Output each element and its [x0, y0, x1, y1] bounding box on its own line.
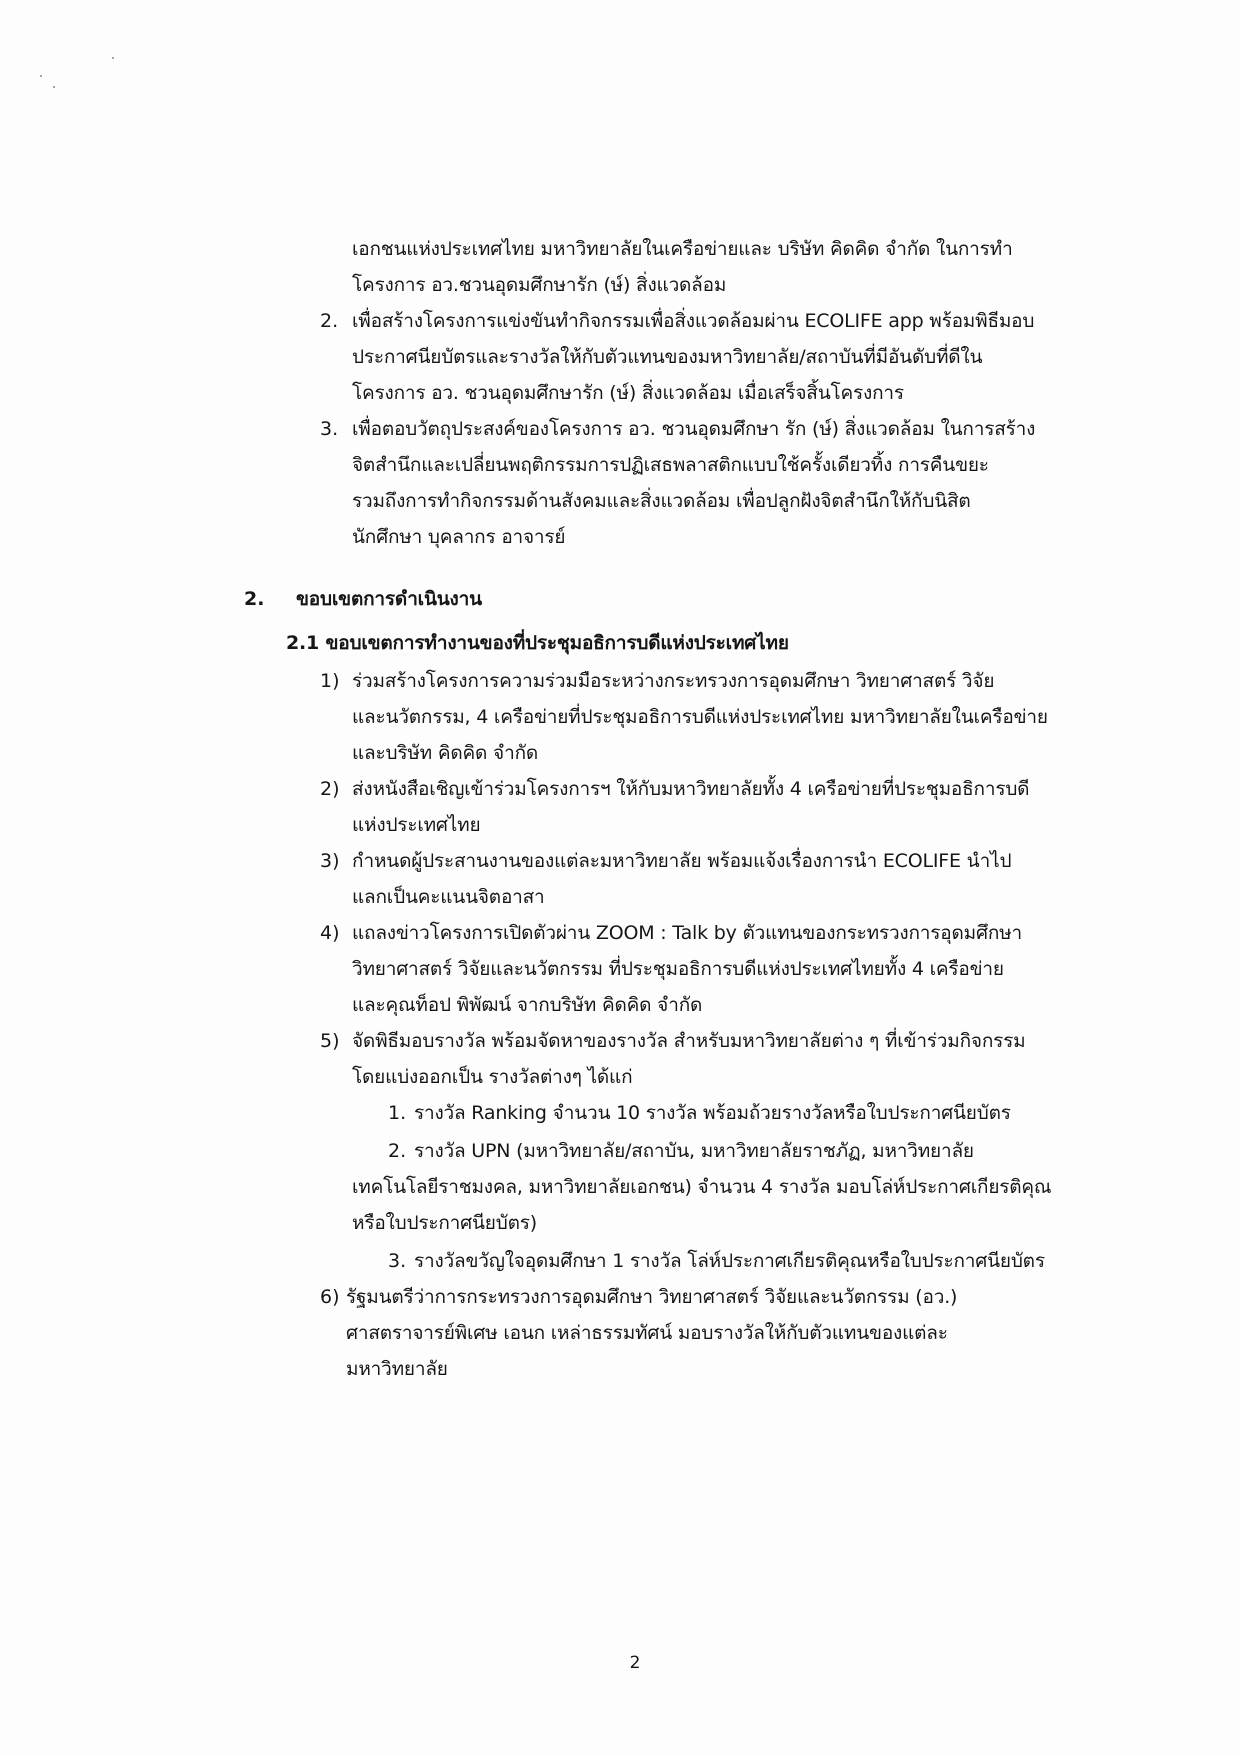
intro-line: เอกชนแห่งประเทศไทย มหาวิทยาลัยในเครือข่ายและ บริษัท คิดคิด จำกัด ในการทำ: [352, 238, 1013, 260]
scope-item-line: แถลงข่าวโครงการเปิดตัวผ่าน ZOOM : Talk by ตัวแทนของกระทรวงการอุดมศึกษา: [352, 922, 1022, 944]
objective-number: 2.: [320, 310, 339, 332]
scope-item-line: แห่งประเทศไทย: [352, 814, 481, 836]
scope-item-number: 4): [320, 922, 340, 944]
scope-item-line: และบริษัท คิดคิด จำกัด: [352, 742, 539, 764]
award-line: หรือใบประกาศนียบัตร): [352, 1212, 537, 1234]
award-number: 3.: [388, 1250, 407, 1272]
objective-line: เพื่อตอบวัตถุประสงค์ของโครงการ อว. ชวนอุดมศึกษา รัก (ษ์) สิ่งแวดล้อม ในการสร้าง: [352, 418, 1036, 440]
award-number: 1.: [388, 1102, 407, 1124]
objective-line: โครงการ อว. ชวนอุดมศึกษารัก (ษ์) สิ่งแวดล้อม เมื่อเสร็จสิ้นโครงการ: [352, 382, 904, 404]
section-title: ขอบเขตการดำเนินงาน: [296, 588, 482, 610]
award-line: รางวัล Ranking จำนวน 10 รางวัล พร้อมถ้วยรางวัลหรือใบประกาศนียบัตร: [414, 1102, 1011, 1124]
objective-line: จิตสำนึกและเปลี่ยนพฤติกรรมการปฏิเสธพลาสติกแบบใช้ครั้งเดียวทิ้ง การคืนขยะ: [352, 454, 989, 476]
scan-speck: [40, 75, 42, 77]
scope-item-number: 5): [320, 1030, 340, 1052]
scope-item-number: 1): [320, 670, 340, 692]
scope-item-line: รัฐมนตรีว่าการกระทรวงการอุดมศึกษา วิทยาศาสตร์ วิจัยและนวัตกรรม (อว.): [346, 1286, 958, 1308]
scope-item-line: ส่งหนังสือเชิญเข้าร่วมโครงการฯ ให้กับมหาวิทยาลัยทั้ง 4 เครือข่ายที่ประชุมอธิการบดี: [352, 778, 1030, 800]
objective-line: เพื่อสร้างโครงการแข่งขันทำกิจกรรมเพื่อสิ่งแวดล้อมผ่าน ECOLIFE app พร้อมพิธีมอบ: [352, 310, 1035, 332]
award-line: รางวัล UPN (มหาวิทยาลัย/สถาบัน, มหาวิทยาลัยราชภัฏ, มหาวิทยาลัย: [414, 1140, 974, 1162]
scope-item-line: และนวัตกรรม, 4 เครือข่ายที่ประชุมอธิการบดีแห่งประเทศไทย มหาวิทยาลัยในเครือข่าย: [352, 706, 1048, 728]
scan-speck: [53, 86, 55, 88]
objective-line: ประกาศนียบัตรและรางวัลให้กับตัวแทนของมหาวิทยาลัย/สถาบันที่มีอันดับที่ดีใน: [352, 346, 983, 368]
scan-speck: [112, 57, 114, 59]
objective-number: 3.: [320, 418, 339, 440]
section-number: 2.: [244, 588, 265, 610]
scope-item-line: จัดพิธีมอบรางวัล พร้อมจัดหาของรางวัล สำหรับมหาวิทยาลัยต่าง ๆ ที่เข้าร่วมกิจกรรม: [352, 1030, 1026, 1052]
scope-item-line: มหาวิทยาลัย: [346, 1358, 448, 1380]
award-number: 2.: [388, 1140, 407, 1162]
page-number: 2: [629, 1653, 641, 1673]
scope-item-line: วิทยาศาสตร์ วิจัยและนวัตกรรม ที่ประชุมอธิการบดีแห่งประเทศไทยทั้ง 4 เครือข่าย: [352, 958, 1004, 980]
scope-item-number: 2): [320, 778, 340, 800]
objective-line: นักศึกษา บุคลากร อาจารย์: [352, 526, 566, 548]
scope-item-line: โดยแบ่งออกเป็น รางวัลต่างๆ ได้แก่: [352, 1066, 633, 1088]
intro-line: โครงการ อว.ชวนอุดมศึกษารัก (ษ์) สิ่งแวดล้อม: [352, 274, 727, 296]
subsection-title: 2.1 ขอบเขตการทำงานของที่ประชุมอธิการบดีแห่งประเทศไทย: [286, 632, 789, 654]
scope-item-line: กำหนดผู้ประสานงานของแต่ละมหาวิทยาลัย พร้อมแจ้งเรื่องการนำ ECOLIFE นำไป: [352, 850, 1012, 872]
award-line: รางวัลขวัญใจอุดมศึกษา 1 รางวัล โล่ห์ประกาศเกียรติคุณหรือใบประกาศนียบัตร: [414, 1250, 1045, 1272]
scope-item-line: และคุณท็อป พิพัฒน์ จากบริษัท คิดคิด จำกัด: [352, 994, 703, 1016]
scope-item-number: 6): [320, 1286, 340, 1308]
scope-item-line: ร่วมสร้างโครงการความร่วมมือระหว่างกระทรวงการอุดมศึกษา วิทยาศาสตร์ วิจัย: [352, 670, 995, 692]
scope-item-number: 3): [320, 850, 340, 872]
objective-line: รวมถึงการทำกิจกรรมด้านสังคมและสิ่งแวดล้อม เพื่อปลูกฝังจิตสำนึกให้กับนิสิต: [352, 490, 971, 512]
scope-item-line: ศาสตราจารย์พิเศษ เอนก เหล่าธรรมทัศน์ มอบรางวัลให้กับตัวแทนของแต่ละ: [346, 1322, 948, 1344]
award-line: เทคโนโลยีราชมงคล, มหาวิทยาลัยเอกชน) จำนวน 4 รางวัล มอบโล่ห์ประกาศเกียรติคุณ: [352, 1176, 1052, 1198]
scope-item-line: แลกเป็นคะแนนจิตอาสา: [352, 886, 545, 908]
